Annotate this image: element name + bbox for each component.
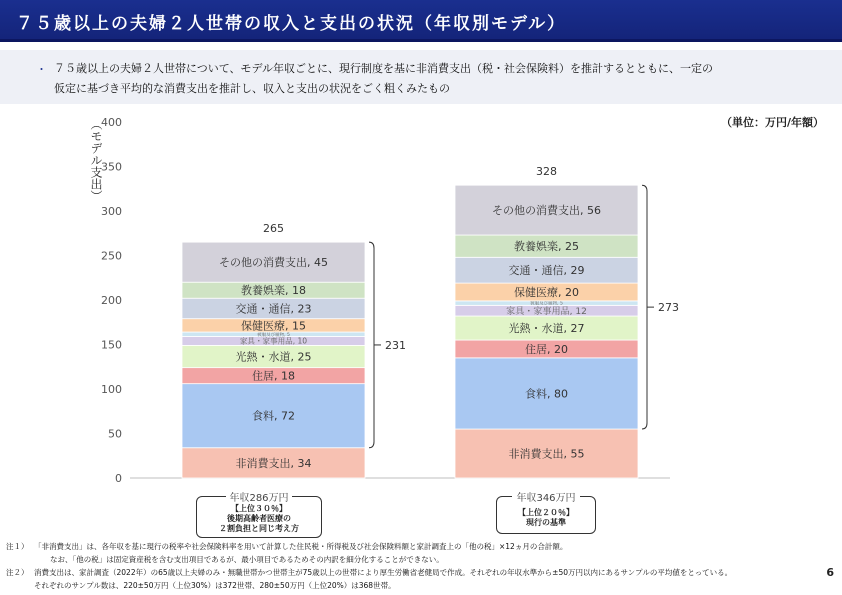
segment-label: 被服及び履物, 5 [257, 332, 290, 338]
page-number: 6 [826, 566, 834, 579]
consumption-total-label: 231 [385, 338, 406, 352]
y-tick-label: 350 [101, 160, 122, 174]
total-label: 265 [263, 222, 284, 236]
segment-label: 家具・家事用品, 12 [506, 306, 587, 317]
note-2-label: 注２） [6, 568, 29, 577]
segment-label: 家具・家事用品, 10 [239, 336, 308, 346]
segment-label: 保健医療, 15 [241, 319, 306, 333]
segment-label: 被服及び履物, 5 [530, 301, 563, 307]
consumption-bracket [642, 185, 647, 429]
consumption-bracket [369, 242, 374, 448]
consumption-total-label: 273 [658, 301, 679, 315]
category-note-2-line-2: 現行の基準 [526, 518, 566, 527]
y-tick-label: 50 [108, 427, 122, 441]
segment-label: 住居, 20 [525, 342, 568, 356]
category-label-2: 年収346万円 [512, 489, 580, 504]
summary-bullet: ・ [36, 63, 47, 76]
y-tick-label: 200 [101, 294, 122, 307]
summary-line-2: 仮定に基づき平均的な消費支出を推計し、収入と支出の状況をごく粗くみたもの [54, 82, 450, 95]
segment-label: 非消費支出, 34 [235, 456, 312, 470]
y-tick-label: 300 [101, 205, 122, 218]
segment-label: 交通・通信, 29 [508, 264, 585, 278]
category-note-1-line-2: 後期高齢者医療の [227, 514, 291, 523]
note-2-line-2: それぞれのサンプル数は、220±50万円（上位30%）は372世帯、280±50万円（上位20%）は368世帯。 [34, 581, 396, 590]
segment-label: その他の消費支出, 45 [219, 256, 328, 270]
unit-label: （単位：万円/年額） [720, 116, 824, 129]
y-tick-label: 100 [101, 383, 122, 396]
category-label-1: 年収286万円 [226, 489, 292, 504]
category-note-2-line-1: 【上位２０％】 [518, 508, 574, 517]
note-1-line-1: 「非消費支出」は、各年収を基に現行の税率や社会保険料率を用いて計算した住民税・所得税及び社会保険料額と家計調査上の「他の税」×12ヵ月の合計額。 [34, 542, 568, 551]
segment-label: 光熱・水道, 25 [235, 350, 312, 364]
segment-label: 光熱・水道, 27 [508, 321, 585, 335]
segment-label: 交通・通信, 23 [235, 302, 312, 316]
segment-label: 食料, 72 [252, 409, 295, 423]
page-title: ７５歳以上の夫婦２人世帯の収入と支出の状況（年収別モデル） [16, 14, 567, 34]
note-1-line-2: なお、「他の税」は固定資産税を含む支出項目であるが、最小項目であるためその内訳を細分化することができない。 [50, 555, 444, 564]
y-tick-label: 0 [115, 472, 122, 485]
segment-label: 教養娯楽, 25 [514, 240, 579, 254]
category-note-1-line-3: ２割負担と同じ考え方 [219, 524, 299, 533]
total-label: 328 [536, 165, 557, 179]
note-2-line-1: 消費支出は、家計調査（2022年）の65歳以上夫婦のみ・無職世帯かつ世帯主が75歳以上の世帯により厚生労働省老健局で作成。それぞれの年収水準から±50万円以内にあるサンプルの平均値をとっている。 [34, 568, 733, 577]
note-1-label: 注１） [6, 542, 29, 551]
y-tick-label: 400 [101, 116, 122, 129]
segment-label: 非消費支出, 55 [508, 447, 585, 461]
y-axis-title: （モデル支出） [89, 118, 103, 202]
category-note-1-line-1: 【上位３０％】 [231, 504, 287, 513]
summary-line-1: ７５歳以上の夫婦２人世帯について、モデル年収ごとに、現行制度を基に非消費支出（税・社会保険料）を推計するとともに、一定の [54, 62, 714, 75]
segment-label: 教養娯楽, 18 [241, 284, 306, 298]
segment-label: 保健医療, 20 [514, 285, 579, 299]
y-tick-label: 150 [101, 338, 122, 352]
segment-label: その他の消費支出, 56 [492, 204, 601, 218]
segment-label: 食料, 80 [525, 387, 568, 401]
segment-label: 住居, 18 [252, 369, 295, 383]
y-tick-label: 250 [101, 249, 122, 263]
